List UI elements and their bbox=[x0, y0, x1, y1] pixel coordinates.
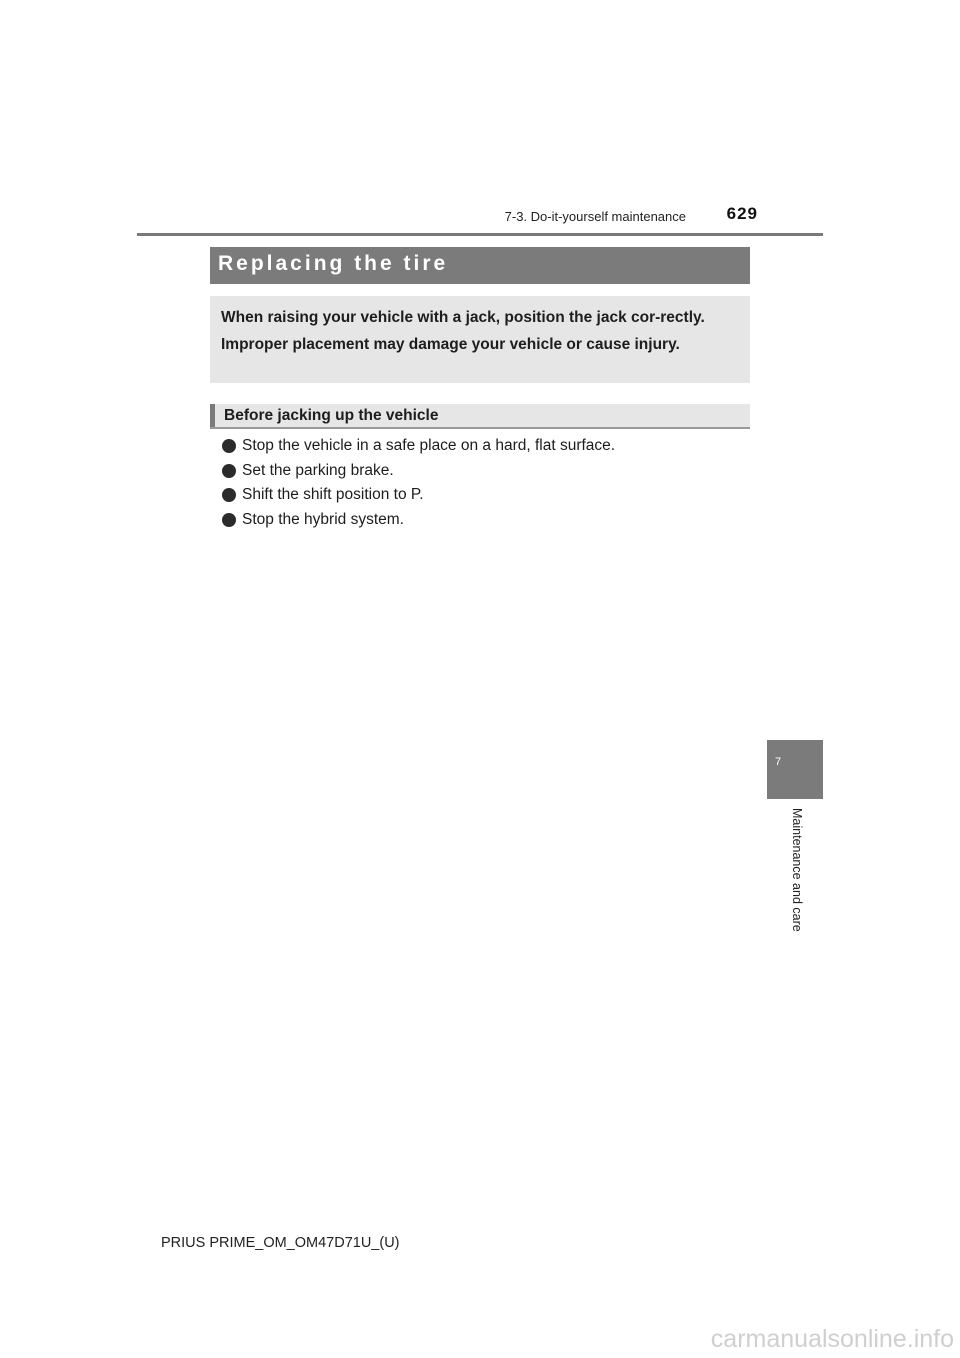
chapter-number: 7 bbox=[775, 756, 782, 768]
list-item-text: Stop the hybrid system. bbox=[242, 510, 404, 528]
summary-paragraph-1: When raising your vehicle with a jack, position the jack cor-rectly. bbox=[221, 309, 705, 326]
list-item bbox=[222, 485, 742, 510]
title-bar bbox=[210, 247, 750, 284]
chapter-tab bbox=[767, 740, 823, 799]
section-name: 7-3. Do-it-yourself maintenance bbox=[504, 209, 686, 224]
page-title: Replacing the tire bbox=[218, 252, 449, 275]
subsection-heading-marker bbox=[210, 404, 215, 427]
footer-document-id: PRIUS PRIME_OM_OM47D71U_(U) bbox=[161, 1235, 400, 1251]
page-header bbox=[0, 0, 960, 240]
summary-box bbox=[210, 296, 750, 383]
subsection-heading-bar bbox=[210, 404, 750, 429]
list-item bbox=[222, 510, 742, 535]
page-number: 629 bbox=[726, 204, 758, 223]
subsection-heading: Before jacking up the vehicle bbox=[224, 407, 439, 424]
bullet-icon bbox=[222, 513, 236, 527]
bullet-list bbox=[222, 436, 742, 534]
bullet-icon bbox=[222, 464, 236, 478]
watermark: carmanualsonline.info bbox=[710, 1325, 954, 1353]
summary-paragraph-2: Improper placement may damage your vehicle or cause injury. bbox=[221, 336, 680, 353]
list-item-text: Shift the shift position to P. bbox=[242, 486, 424, 503]
header-rule bbox=[137, 233, 823, 236]
bullet-icon bbox=[222, 439, 236, 453]
list-item-text: Stop the vehicle in a safe place on a hard, flat surface. bbox=[242, 437, 616, 454]
list-item bbox=[222, 461, 742, 486]
bullet-icon bbox=[222, 488, 236, 502]
list-item bbox=[222, 436, 742, 461]
chapter-label: Maintenance and care bbox=[790, 808, 804, 932]
list-item-text: Set the parking brake. bbox=[242, 461, 394, 479]
